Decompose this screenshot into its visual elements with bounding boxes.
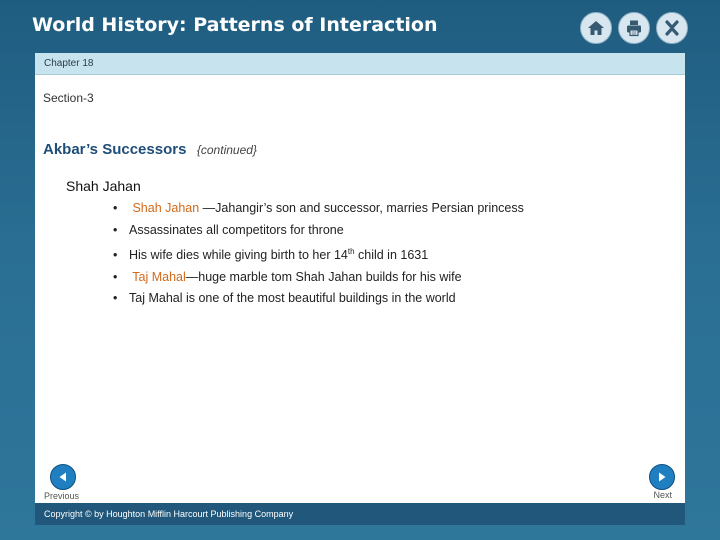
bullet-item: • His wife dies while giving birth to her 14th child in 1631: [113, 247, 429, 263]
home-icon: [586, 18, 606, 38]
close-button[interactable]: [656, 12, 688, 44]
bullet-item: • Taj Mahal is one of the most beautiful buildings in the world: [113, 291, 456, 306]
slide-panel: [35, 53, 685, 525]
header-nav-icons: [580, 12, 688, 44]
next-button[interactable]: [649, 464, 675, 490]
section-label: Section-3: [43, 91, 94, 105]
print-icon: [624, 18, 644, 38]
bullet-text: —huge marble tom Shah Jahan builds for his wife: [185, 269, 462, 284]
bullet-item: • Taj Mahal—huge marble tom Shah Jahan builds for his wife: [113, 269, 462, 284]
print-button[interactable]: [618, 12, 650, 44]
chapter-label: Chapter 18: [44, 58, 94, 69]
previous-label[interactable]: Previous: [44, 491, 80, 501]
home-button[interactable]: [580, 12, 612, 44]
bullet-text-after: child in 1631: [354, 248, 429, 263]
bullet-list: [113, 198, 673, 310]
bullet-highlight: Shah Jahan: [129, 201, 203, 215]
chapter-band: [35, 53, 685, 75]
slide-heading: [43, 141, 257, 159]
copyright-text: Copyright © by Houghton Mifflin Harcourt Publishing Company: [44, 509, 294, 519]
close-icon: [662, 18, 682, 38]
bullet-superscript: th: [347, 247, 355, 256]
subheading: Shah Jahan: [66, 178, 141, 194]
arrow-left-icon: [57, 471, 69, 483]
bullet-text: His wife dies while giving birth to her 14: [129, 248, 348, 263]
bullet-text: Taj Mahal is one of the most beautiful buildings in the world: [129, 291, 456, 306]
arrow-right-icon: [656, 471, 668, 483]
bullet-text: —Jahangir’s son and successor, marries Persian princess: [202, 201, 524, 215]
heading-continued: {continued}: [196, 143, 257, 157]
previous-button[interactable]: [50, 464, 76, 490]
bullet-highlight: Taj Mahal: [129, 269, 186, 284]
bullet-item: • Shah Jahan —Jahangir’s son and successor, marries Persian princess: [113, 201, 524, 215]
title-bar-text: World History: Patterns of Interaction: [32, 14, 438, 36]
bullet-item: • Assassinates all competitors for throne: [113, 222, 344, 237]
footer-band: [35, 503, 685, 525]
heading-main: Akbar’s Successors: [43, 141, 187, 158]
next-label[interactable]: Next: [653, 490, 672, 500]
bullet-text: Assassinates all competitors for throne: [129, 222, 344, 237]
